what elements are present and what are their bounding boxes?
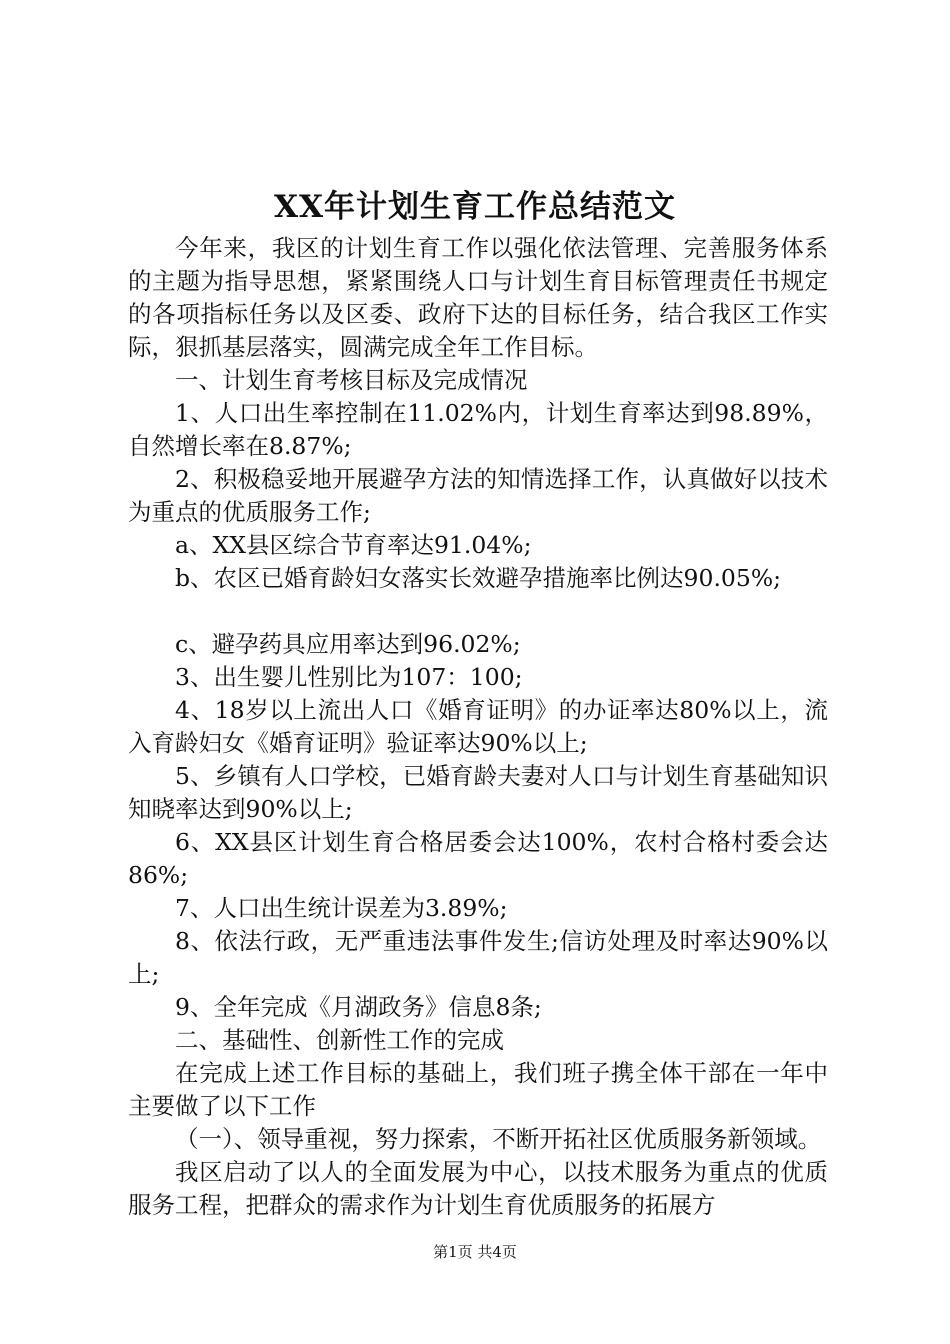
list-item-4: 4、18岁以上流出人口《婚育证明》的办证率达80%以上，流入育龄妇女《婚育证明》验证率达90%以上;	[128, 696, 828, 757]
subsection-heading-1: （一）、领导重视，努力探索，不断开拓社区优质服务新领域。	[175, 1125, 822, 1153]
list-item-6: 6、XX县区计划生育合格居委会达100%，农村合格村委会达86%;	[128, 828, 828, 889]
paragraph-intro: 今年来，我区的计划生育工作以强化依法管理、完善服务体系的主题为指导思想，紧紧围绕人口与计划生育目标管理责任书规定的各项指标任务以及区委、政府下达的目标任务，结合我区工作实际，狠抓基层落实，圆满完成全年工作目标。	[128, 234, 828, 361]
page-footer: 第1页 共4页	[433, 1243, 517, 1261]
list-item-8: 8、依法行政，无严重违法事件发生;信访处理及时率达90%以上;	[128, 927, 828, 988]
list-item-9: 9、全年完成《月湖政务》信息8条;	[175, 993, 542, 1021]
paragraph-subsection-1: 我区启动了以人的全面发展为中心，以技术服务为重点的优质服务工程，把群众的需求作为计划生育优质服务的拓展方	[128, 1158, 828, 1219]
list-item-2c: c、避孕药具应用率达到96.02%;	[175, 630, 521, 658]
section-heading-2: 二、基础性、创新性工作的完成	[175, 1026, 504, 1054]
list-item-2b: b、农区已婚育龄妇女落实长效避孕措施率比例达90.05%;	[175, 564, 782, 592]
section-heading-1: 一、计划生育考核目标及完成情况	[175, 366, 528, 394]
list-item-7: 7、人口出生统计误差为3.89%;	[175, 894, 508, 922]
document-body	[128, 232, 828, 1222]
list-item-5: 5、乡镇有人口学校，已婚育龄夫妻对人口与计划生育基础知识知晓率达到90%以上;	[128, 762, 828, 823]
list-item-3: 3、出生婴儿性别比为107：100;	[175, 663, 523, 691]
paragraph-section-2-intro: 在完成上述工作目标的基础上，我们班子携全体干部在一年中主要做了以下工作	[128, 1059, 828, 1120]
list-item-2: 2、积极稳妥地开展避孕方法的知情选择工作，认真做好以技术为重点的优质服务工作;	[128, 465, 828, 526]
list-item-1: 1、人口出生率控制在11.02%内，计划生育率达到98.89%，自然增长率在8.87%;	[128, 399, 828, 460]
list-item-2a: a、XX县区综合节育率达91.04%;	[175, 531, 532, 559]
document-title: XX年计划生育工作总结范文	[273, 189, 677, 225]
